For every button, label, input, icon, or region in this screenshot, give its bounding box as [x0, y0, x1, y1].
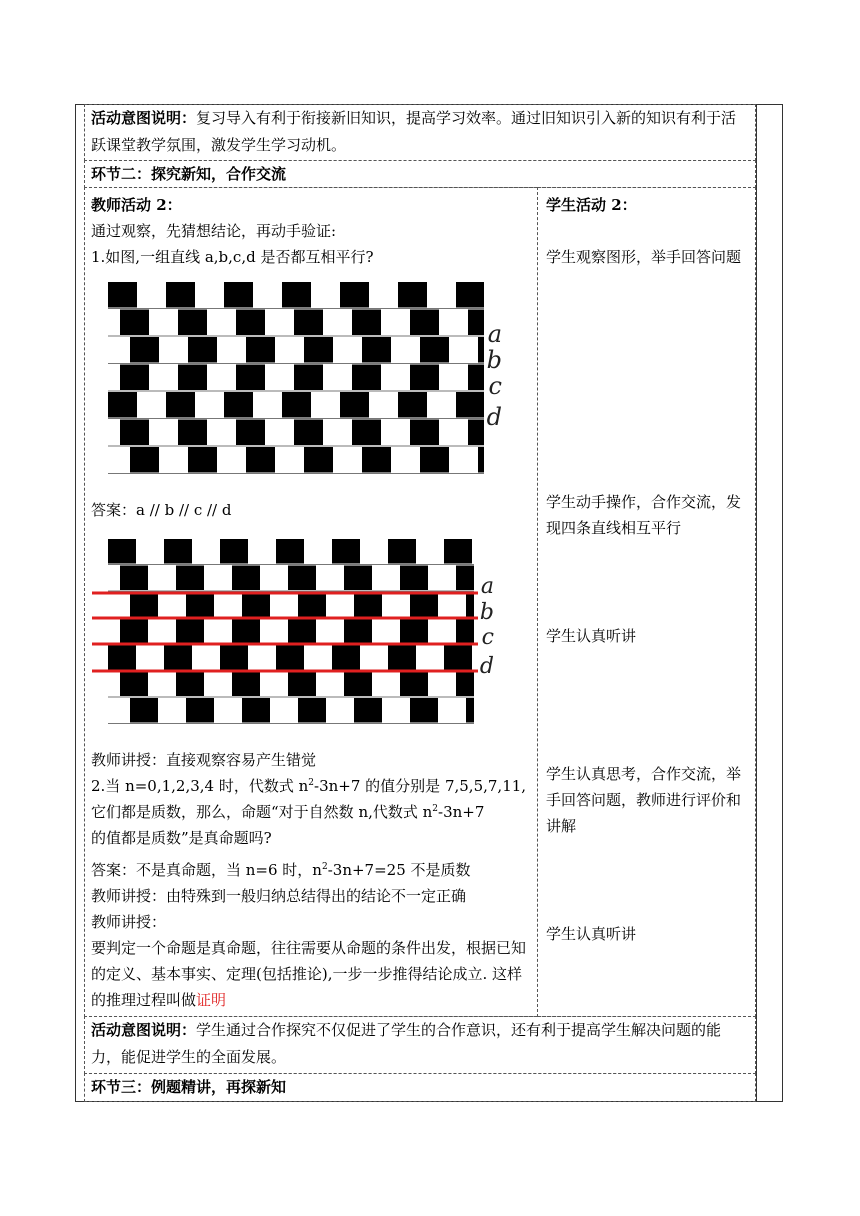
wall-tile — [108, 539, 136, 564]
wall-tile — [456, 672, 474, 697]
explain-4 — [91, 935, 532, 1013]
line-label-a: a — [487, 320, 502, 348]
answer-1: 答案：a // b // c // d — [91, 501, 232, 519]
student-heading: 学生活动 2： — [546, 196, 637, 214]
wall-tile — [410, 420, 439, 446]
section-3-title: 环节三：例题精讲，再探新知 — [84, 1073, 756, 1102]
line-labels — [487, 320, 502, 431]
wall-tile — [178, 365, 207, 391]
q2-superscript-1: 2 — [308, 778, 315, 788]
q2-part-c: 它们都是质数，那么，命题“对于自然数 n,代数式 n — [91, 803, 433, 821]
wall-tile — [466, 698, 474, 723]
q2-superscript-2: 2 — [432, 804, 439, 814]
answer-line-label-b: b — [479, 600, 494, 625]
wall-tile — [344, 619, 372, 644]
wall-tile — [224, 392, 253, 418]
wall-tile — [108, 392, 137, 418]
wall-tile — [352, 365, 381, 391]
wall-tile — [388, 645, 416, 670]
wall-tile — [186, 698, 214, 723]
wall-tile — [410, 365, 439, 391]
wall-tile — [456, 282, 484, 308]
line-label-d: d — [486, 403, 502, 431]
question-1: 1.如图,一组直线 a,b,c,d 是否都互相平行? — [91, 248, 374, 266]
teacher-heading: 教师活动 2： — [91, 196, 182, 214]
wall-tile — [242, 698, 270, 723]
question-2-line-2 — [91, 799, 484, 825]
wall-tile — [344, 672, 372, 697]
wall-tile — [410, 698, 438, 723]
wall-tile — [224, 282, 253, 308]
wall-tile — [444, 539, 472, 564]
wall-tile — [410, 592, 438, 617]
wall-tile — [188, 337, 217, 363]
wall-tile — [340, 392, 369, 418]
cafe-wall-illusion-answer-figure — [92, 531, 512, 731]
question-2-line-3: 的值都是质数”是真命题吗? — [91, 829, 272, 847]
wall-tile — [164, 645, 192, 670]
wall-tile — [120, 420, 149, 446]
wall-tile — [282, 282, 311, 308]
student-activity-1: 学生观察图形，举手回答问题 — [546, 248, 742, 266]
wall-tile — [232, 619, 260, 644]
wall-tile — [120, 365, 149, 391]
wall-tile — [352, 420, 381, 446]
wall-tile — [344, 566, 372, 591]
wall-tile — [130, 698, 158, 723]
wall-tile — [340, 282, 369, 308]
wall-tile — [178, 310, 207, 336]
intent-label: 活动意图说明： — [91, 109, 197, 127]
wall-tile — [456, 566, 474, 591]
wall-tile — [246, 337, 275, 363]
wall-tile — [400, 619, 428, 644]
wall-tile — [304, 337, 333, 363]
proof-term: 证明 — [196, 991, 227, 1009]
wall-tile — [298, 698, 326, 723]
q2-part-b: -3n+7 的值分别是 7,5,5,7,11, — [314, 777, 527, 795]
table-right-border — [756, 104, 757, 1102]
wall-tile — [220, 645, 248, 670]
wall-tile — [120, 566, 148, 591]
wall-tile — [420, 447, 449, 473]
wall-tile — [130, 337, 159, 363]
wall-tile — [294, 365, 323, 391]
wall-tile — [304, 447, 333, 473]
wall-tile — [188, 447, 217, 473]
wall-tile — [468, 365, 484, 391]
wall-tile — [478, 447, 484, 473]
activity-intent-2 — [84, 1016, 756, 1074]
wall-tile — [186, 592, 214, 617]
wall-tile — [242, 592, 270, 617]
explain-3: 教师讲授： — [91, 913, 167, 931]
wall-tile — [388, 539, 416, 564]
answer-line-label-a: a — [480, 574, 494, 599]
wall-tile — [120, 619, 148, 644]
q2-part-a: 2.当 n=0,1,2,3,4 时，代数式 n — [91, 777, 309, 795]
question-2-line-1 — [91, 773, 526, 799]
wall-tile — [298, 592, 326, 617]
wall-tile — [362, 447, 391, 473]
wall-tile — [120, 310, 149, 336]
wall-tile — [400, 672, 428, 697]
wall-tile — [420, 337, 449, 363]
wall-tile — [108, 282, 137, 308]
wall-tile — [236, 420, 265, 446]
wall-tile — [466, 592, 474, 617]
explain-2: 教师讲授：由特殊到一般归纳总结得出的结论不一定正确 — [91, 887, 467, 905]
wall-tile — [444, 645, 472, 670]
student-activity-2: 学生动手操作，合作交流，发现四条直线相互平行 — [546, 493, 742, 537]
wall-tile — [176, 672, 204, 697]
answer-line-label-c: c — [481, 625, 494, 650]
wall-tile — [232, 672, 260, 697]
wall-tile — [456, 392, 484, 418]
wall-tile — [294, 310, 323, 336]
activity-intent-1 — [84, 104, 756, 161]
student-activity-5: 学生认真听讲 — [546, 925, 637, 943]
wall-tile — [176, 566, 204, 591]
line-label-c: c — [488, 372, 502, 400]
wall-tile — [276, 645, 304, 670]
answer-2-superscript: 2 — [321, 862, 328, 872]
wall-tile — [166, 282, 195, 308]
wall-tile — [398, 392, 427, 418]
wall-tile — [288, 672, 316, 697]
wall-tile — [400, 566, 428, 591]
wall-tile — [288, 619, 316, 644]
wall-tile — [166, 392, 195, 418]
student-activity-3: 学生认真听讲 — [546, 627, 637, 645]
wall-tile — [232, 566, 260, 591]
answer-2-part-b: -3n+7=25 不是质数 — [327, 861, 471, 879]
wall-tile — [220, 539, 248, 564]
answer-2 — [91, 857, 471, 883]
wall-tile — [282, 392, 311, 418]
wall-tile — [354, 698, 382, 723]
wall-tile — [176, 619, 204, 644]
wall-tile — [164, 539, 192, 564]
wall-tile — [178, 420, 207, 446]
wall-tile — [398, 282, 427, 308]
wall-tile — [332, 539, 360, 564]
answer-2-part-a: 答案：不是真命题，当 n=6 时，n — [91, 861, 322, 879]
answer-line-labels — [480, 574, 494, 679]
wall-tile — [130, 592, 158, 617]
wall-tile — [332, 645, 360, 670]
wall-tile — [456, 619, 474, 644]
wall-tile — [276, 539, 304, 564]
wall-tile — [362, 337, 391, 363]
wall-tile — [468, 310, 484, 336]
wall-tile — [410, 310, 439, 336]
section-2-title: 环节二：探究新知，合作交流 — [84, 160, 756, 188]
intent-2-label: 活动意图说明： — [91, 1021, 197, 1039]
student-column — [537, 187, 756, 1017]
intent-text: 复习导入有利于衔接新旧知识，提高学习效率。通过旧知识引入新的知识有利于活跃课堂教学氛围，激发学生学习动机。 — [91, 109, 737, 154]
cafe-wall-illusion-figure — [104, 272, 510, 484]
wall-tile — [478, 337, 484, 363]
wall-tile — [468, 420, 484, 446]
wall-tile — [352, 310, 381, 336]
line-label-b: b — [486, 346, 502, 374]
wall-tile — [130, 447, 159, 473]
intent-2-text: 学生通过合作探究不仅促进了学生的合作意识，还有利于提高学生解决问题的能力，能促进学生的全面发展。 — [91, 1021, 722, 1066]
wall-tile — [246, 447, 275, 473]
wall-tile — [236, 365, 265, 391]
wall-tile — [288, 566, 316, 591]
wall-tile — [236, 310, 265, 336]
wall-tile — [354, 592, 382, 617]
q2-part-d: -3n+7 — [438, 803, 485, 821]
wall-tile — [294, 420, 323, 446]
student-activity-4: 学生认真思考，合作交流，举手回答问题，教师进行评价和讲解 — [546, 765, 742, 835]
explain-1: 教师讲授：直接观察容易产生错觉 — [91, 751, 317, 769]
proof-definition-text: 要判定一个命题是真命题，往往需要从命题的条件出发，根据已知的定义、基本事实、定理(包括推论),一步一步推得结论成立. 这样的推理过程叫做 — [91, 939, 527, 1009]
wall-tile — [120, 672, 148, 697]
wall-tile — [108, 645, 136, 670]
teacher-intro: 通过观察，先猜想结论，再动手验证: — [91, 222, 337, 240]
answer-line-label-d: d — [479, 654, 494, 679]
